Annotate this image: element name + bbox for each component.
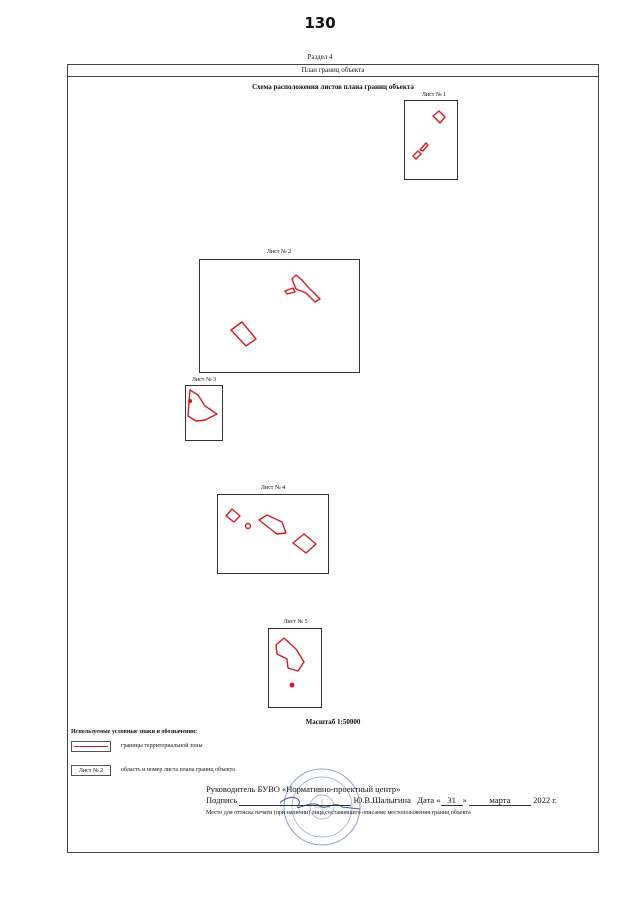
zone-boundary [433,111,445,123]
date-day: 31 [441,795,463,806]
legend-boundary-sample [71,741,111,752]
zone-boundary [226,509,240,522]
sign-label: Подпись [206,795,238,805]
frame-header: План границ объекта [68,65,598,77]
zone-boundary [420,143,428,151]
signature-role: Руководитель БУВО «Нормативно-проектный центр» [206,784,401,794]
zone-boundary [292,275,320,302]
sheet-4-label: Лист № 4 [260,485,286,491]
section-label: Раздел 4 [307,53,333,61]
sheet-5-label: Лист № 5 [283,619,308,625]
sheet-2-label: Лист № 2 [266,249,292,255]
zone-boundary [290,683,294,687]
zone-boundary [231,322,256,346]
scheme-title: Схема расположения листов плана границ объекта [252,83,414,91]
zone-boundary [189,400,192,403]
zone-boundary [276,638,304,671]
page-number: 130 [304,14,336,32]
signature-line [206,795,557,806]
legend-boundary-text: границы территориальной зоны [121,743,203,749]
scale-label: Масштаб 1:50000 [305,718,361,726]
sign-field[interactable] [239,795,351,806]
sheet-3-label: Лист № 3 [191,377,217,383]
stamp-note: Место для оттиска печати (при наличии) лица,составившего описание местоположения границ объекта [206,810,471,816]
sheet-1-label: Лист № 1 [421,92,447,98]
zone-boundary [246,524,251,529]
zone-boundary [413,151,421,159]
date-close: » [462,795,467,805]
legend-sheet-text: область и номер листа плана границ объекта [121,767,235,773]
zone-boundary [293,534,316,553]
legend-title: Используемые условные знаки и обозначения: [71,729,198,735]
zone-boundary [188,390,217,421]
plan-frame [67,64,599,853]
stamp [284,769,360,845]
zone-boundary [285,288,295,294]
signer-name: Ю.В.Шалыгина [353,795,411,805]
legend-sheet-sample: Лист № 2 [71,765,111,776]
zone-boundary [259,515,286,534]
date-label: Дата « [417,795,441,805]
date-year: 2022 г. [533,795,557,805]
date-month: марта [469,795,531,806]
